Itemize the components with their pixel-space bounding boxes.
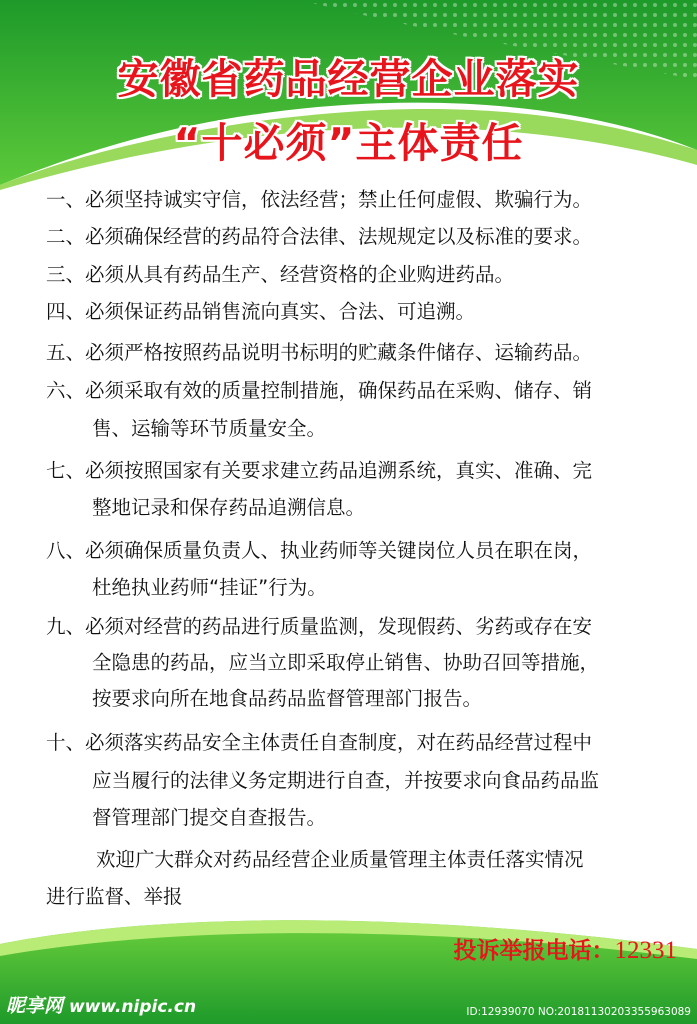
item-6-line-1: 六、必须采取有效的质量控制措施，确保药品在采购、储存、销	[46, 379, 593, 402]
item-10-line-2: 应当履行的法律义务定期进行自查，并按要求向食品药品监	[92, 769, 600, 792]
complaint-number: 12331	[614, 937, 677, 964]
item-10-line-1: 十、必须落实药品安全主体责任自查制度，对在药品经营过程中	[46, 731, 593, 754]
item-3-line-1: 三、必须从具有药品生产、经营资格的企业购进药品。	[46, 263, 515, 286]
image-id-watermark: ID:12939070 NO:20181130203355963089	[466, 1006, 691, 1018]
item-9-line-3: 按要求向所在地食品药品监督管理部门报告。	[92, 687, 483, 710]
nipic-watermark	[6, 991, 196, 1018]
item-7-line-1: 七、必须按照国家有关要求建立药品追溯系统，真实、准确、完	[46, 459, 593, 482]
item-4-line-1: 四、必须保证药品销售流向真实、合法、可追溯。	[46, 300, 476, 323]
nipic-logo: 昵享网	[6, 995, 64, 1017]
title-line-1: 安徽省药品经营企业落实	[117, 55, 580, 103]
welcome-line-1: 欢迎广大群众对药品经营企业质量管理主体责任落实情况	[96, 848, 584, 871]
nipic-site: www.nipic.cn	[68, 997, 197, 1017]
item-8-line-2: 杜绝执业药师“挂证”行为。	[92, 576, 327, 599]
item-5-line-1: 五、必须严格按照药品说明书标明的贮藏条件储存、运输药品。	[46, 341, 593, 364]
complaint-label: 投诉举报电话：	[453, 938, 615, 964]
title-line-2: “十必须”主体责任	[173, 119, 524, 167]
item-10-line-3: 督管理部门提交自查报告。	[92, 806, 327, 829]
item-8-line-1: 八、必须确保质量负责人、执业药师等关键岗位人员在职在岗，	[46, 539, 593, 562]
item-7-line-2: 整地记录和保存药品追溯信息。	[92, 496, 366, 519]
item-1-line-1: 一、必须坚持诚实守信，依法经营；禁止任何虚假、欺骗行为。	[46, 188, 593, 211]
complaint-hotline	[454, 932, 678, 965]
item-9-line-2: 全隐患的药品，应当立即采取停止销售、协助召回等措施，	[92, 651, 600, 674]
item-2-line-1: 二、必须确保经营的药品符合法律、法规规定以及标准的要求。	[46, 225, 593, 248]
welcome-line-2: 进行监督、举报	[46, 885, 183, 908]
item-6-line-2: 售、运输等环节质量安全。	[92, 417, 327, 440]
item-9-line-1: 九、必须对经营的药品进行质量监测，发现假药、劣药或存在安	[46, 615, 593, 638]
